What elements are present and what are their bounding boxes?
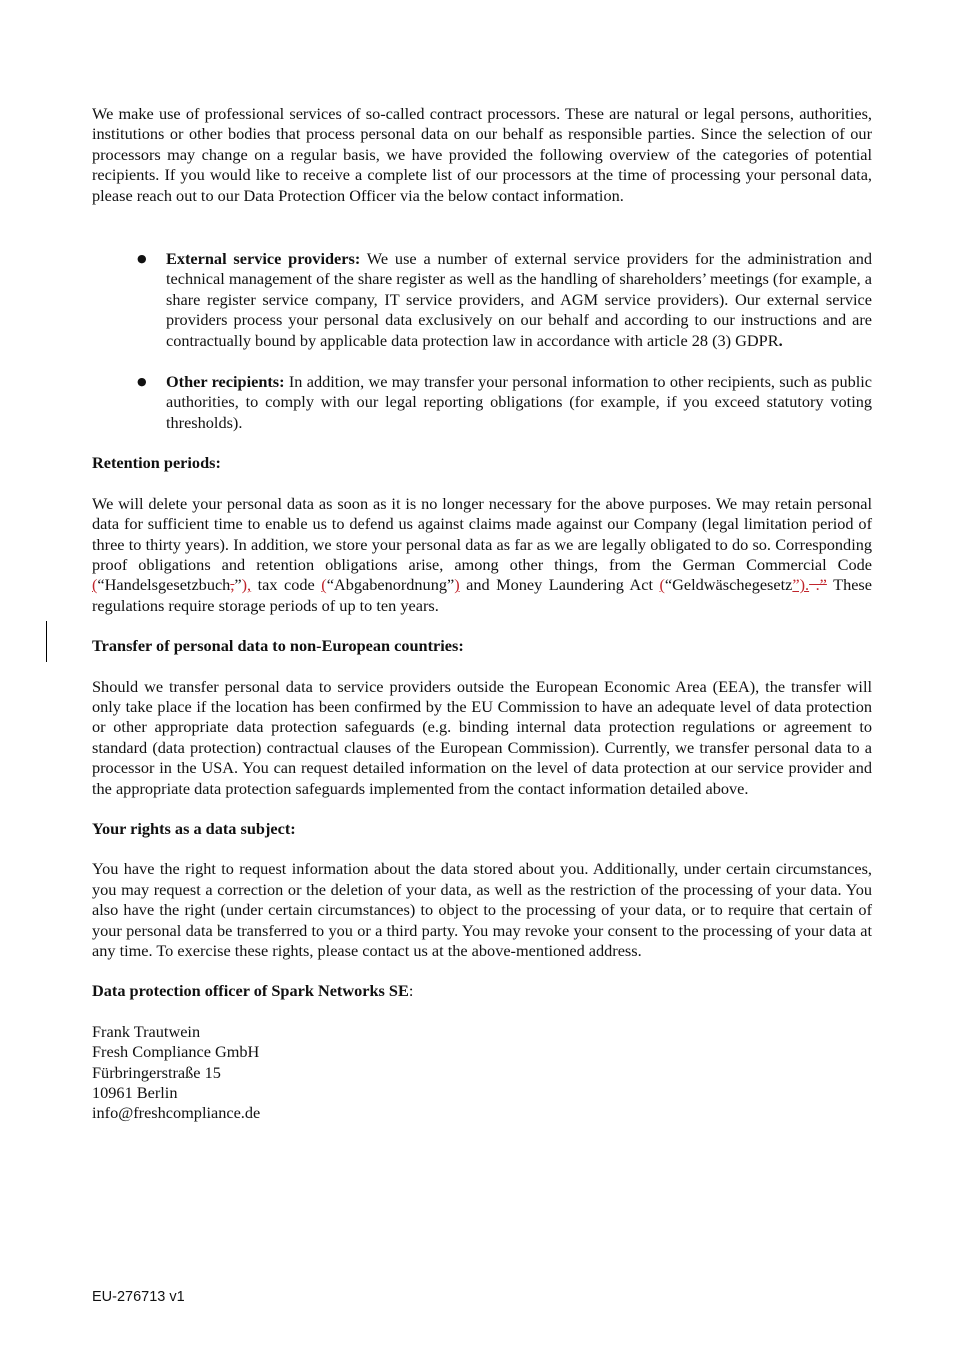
list-item-end: . bbox=[778, 330, 783, 350]
rights-heading: Your rights as a data subject: bbox=[92, 818, 296, 838]
list-item-text: In addition, we may transfer your personal information to other recipients, such as public authorities, to comply with our legal reporting obligations (for example, if you exceed statutory voting thresholds). bbox=[166, 372, 872, 432]
tracked-insertion: ”). bbox=[792, 575, 810, 595]
list-item-label: External service providers: bbox=[166, 249, 361, 269]
dpo-contact-block bbox=[92, 1022, 872, 1124]
tracked-insertion: ( bbox=[321, 575, 327, 595]
retention-heading: Retention periods: bbox=[92, 453, 221, 473]
tracked-deletion: , bbox=[230, 575, 235, 595]
dpo-name: Frank Trautwein bbox=[92, 1021, 201, 1041]
tracked-insertion: ( bbox=[92, 575, 98, 595]
dpo-city: 10961 Berlin bbox=[92, 1083, 178, 1103]
list-item-other-recipients bbox=[92, 372, 872, 433]
document-page bbox=[92, 104, 872, 1124]
rights-paragraph: You have the right to request information about the data stored about you. Additionally, under certain circumstances, you may request a correction or the deletion of your data, as well as the restriction of the processing of your data. You also have the right (under certain circumstances) to object to the processing of your data, or to require that certain of your personal data be transferred to you or a third party. You may revoke your consent to the processing of your data at any time. To exercise these rights, please contact us at the above-mentioned address. bbox=[92, 859, 872, 960]
retention-paragraph: We will delete your personal data as soon as it is no longer necessary for the above purposes. We may retain personal data for sufficient time to enable us to defend us against claims made against our Company (legal limitation period of three to thirty years). In addition, we store your personal data as far as we are legally obligated to do so. Corresponding proof obligations and retention obligations arise, among other things, from the German Commercial Code (“Handelsgesetzbuch,”), tax code (“Abgabenordnung”) and Money Laundering Act (“Geldwäschegesetz”). .” These regulations require storage periods of up to ten years. bbox=[92, 493, 872, 615]
list-item-external-service-providers bbox=[92, 249, 872, 351]
tracked-insertion: ), bbox=[241, 575, 252, 595]
bullet-icon: ● bbox=[137, 375, 147, 389]
tracked-deletion: .” bbox=[809, 575, 827, 595]
dpo-company: Fresh Compliance GmbH bbox=[92, 1042, 260, 1062]
bullet-icon: ● bbox=[137, 252, 147, 266]
dpo-street: Fürbringerstraße 15 bbox=[92, 1062, 221, 1082]
transfer-paragraph: Should we transfer personal data to service providers outside the European Economic Area (EEA), the transfer will only take place if the location has been confirmed by the EU Commission to have an adequate level of data protection or other appropriate data protection safeguards (e.g. binding internal data protection regulations or agreement to standard (data protection) contractual clauses of the European Commission). Currently, we transfer personal data to a processor in the USA. You can request detailed information on the level of data protection at our service provider and the appropriate data protection safeguards implemented from the contact information detailed above. bbox=[92, 676, 872, 798]
transfer-heading: Transfer of personal data to non-European countries: bbox=[92, 636, 464, 656]
tracked-insertion: ( bbox=[659, 575, 665, 595]
dpo-heading: Data protection officer of Spark Networks SE: bbox=[92, 981, 414, 1001]
list-item-label: Other recipients: bbox=[166, 372, 285, 392]
intro-paragraph: We make use of professional services of so-called contract processors. These are natural or legal persons, authorities, institutions or other bodies that process personal data on our behalf as responsible parties. Since the selection of our processors may change on a regular basis, we have provided the following overview of the categories of potential recipients. If you would like to receive a complete list of our processors at the time of processing your personal data, please reach out to our Data Protection Officer via the below contact information. bbox=[92, 104, 872, 205]
tracked-insertion: ) bbox=[454, 575, 460, 595]
document-footer-id: EU-276713 v1 bbox=[92, 1289, 185, 1305]
revision-change-bar bbox=[46, 621, 47, 662]
recipients-list bbox=[92, 249, 872, 433]
dpo-email[interactable]: info@freshcompliance.de bbox=[92, 1103, 261, 1123]
list-item-text: We use a number of external service providers for the administration and technical management of the share register as well as the handling of shareholders’ meetings (for example, a share register service company, IT service providers, and AGM service providers). Our external service providers process your personal data exclusively on our behalf and according to our instructions and are contractually bound by applicable data protection law in accordance with article 28 (3) GDPR bbox=[166, 249, 873, 350]
